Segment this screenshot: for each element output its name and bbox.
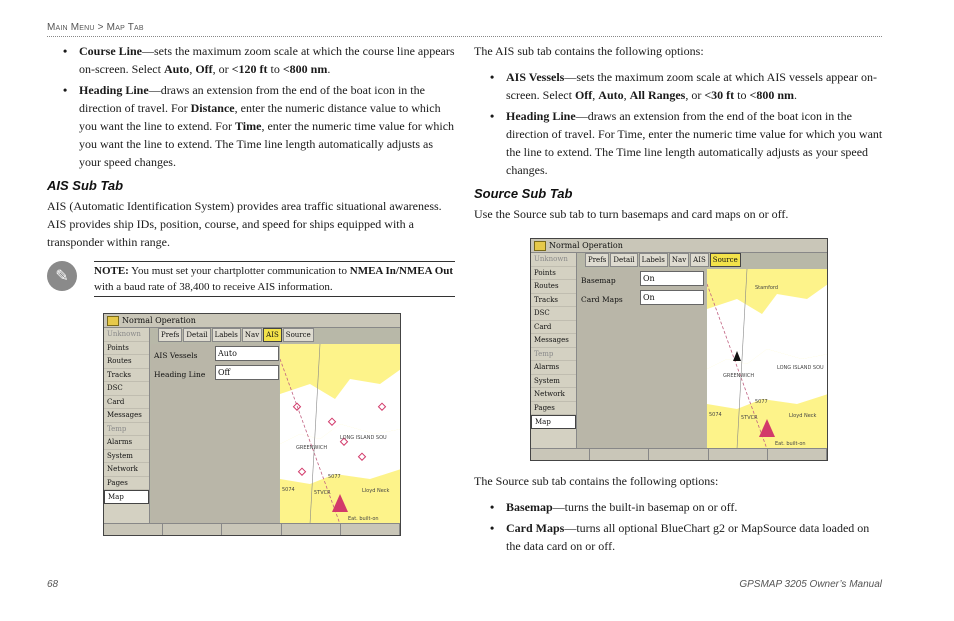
- note-label: NOTE:: [94, 265, 129, 277]
- map-tabs: [585, 253, 741, 267]
- text: , enter the numeric distance value to which you want the line to extend. For: [79, 101, 441, 133]
- heading-line-field[interactable]: Off: [215, 365, 279, 380]
- option: Auto: [598, 88, 624, 102]
- menu-item-tracks[interactable]: Tracks: [531, 294, 576, 308]
- text: , or: [685, 88, 705, 102]
- bullet-ais-vessels: [474, 68, 884, 104]
- menu-item-routes[interactable]: Routes: [104, 355, 149, 369]
- text: ,: [592, 88, 599, 102]
- tab-nav[interactable]: Nav: [669, 253, 689, 267]
- text: , or: [212, 62, 232, 76]
- map-label: 5TVCR: [314, 490, 331, 496]
- options-panel: [578, 269, 706, 449]
- main-menu: [104, 328, 150, 523]
- text: —draws an extension from the end of the boat icon in the direction of travel. For: [79, 83, 425, 115]
- term-ais-vessels: AIS Vessels: [506, 70, 565, 84]
- option: Distance: [190, 101, 235, 115]
- menu-icon: [107, 316, 119, 326]
- term-heading-line: Heading Line: [506, 109, 576, 123]
- source-description: Use the Source sub tab to turn basemaps and card maps on or off.: [474, 207, 789, 221]
- option: <800 nm: [282, 62, 328, 76]
- softkey[interactable]: [768, 449, 827, 460]
- manual-title: GPSMAP 3205 Owner’s Manual: [739, 579, 882, 590]
- map-label: Eat. built-on: [348, 516, 379, 522]
- map-label: LONG ISLAND SOU: [777, 365, 824, 371]
- source-screenshot: [530, 238, 828, 461]
- map-label: 5TVCR: [741, 415, 758, 421]
- source-sub-tab-heading: Source Sub Tab: [474, 186, 573, 201]
- map-label: 5077: [328, 474, 341, 480]
- softkey[interactable]: [341, 524, 400, 535]
- tab-labels[interactable]: Labels: [639, 253, 668, 267]
- ais-options-intro: The AIS sub tab contains the following options:: [474, 44, 704, 58]
- ais-sub-tab-heading: AIS Sub Tab: [47, 178, 124, 193]
- menu-item-card[interactable]: Card: [531, 321, 576, 335]
- menu-item-temp[interactable]: Temp: [104, 423, 149, 437]
- text: —draws an extension from the end of the boat icon in the direction of travel. For Time, enter the numeric time value for which you want the line to extend. The Time line length automatically adjusts as your speed changes.: [506, 109, 883, 177]
- map-label: Lloyd Neck: [362, 488, 390, 494]
- text: .: [794, 88, 798, 102]
- text: ,: [189, 62, 196, 76]
- bullet-card-maps: [474, 519, 884, 555]
- text: ,: [623, 88, 630, 102]
- menu-item-alarms[interactable]: Alarms: [531, 361, 576, 375]
- note-block: [47, 261, 455, 295]
- basemap-label: Basemap: [581, 276, 616, 285]
- breadcrumb: Main Menu > Map Tab: [47, 22, 144, 33]
- softkey[interactable]: [222, 524, 281, 535]
- chart-map[interactable]: [707, 269, 828, 449]
- title-text: Normal Operation: [549, 241, 623, 250]
- menu-item-pages[interactable]: Pages: [104, 477, 149, 491]
- softkey[interactable]: [104, 524, 163, 535]
- text: —turns all optional BlueChart g2 or MapSource data loaded on the data card on or off.: [506, 521, 870, 553]
- map-label: Lloyd Neck: [789, 413, 817, 419]
- softkey[interactable]: [590, 449, 649, 460]
- text: You must set your chartplotter communication to: [128, 265, 350, 277]
- note-pen-icon: ✎: [47, 261, 77, 291]
- softkey[interactable]: [531, 449, 590, 460]
- right-column-lower: [474, 472, 884, 558]
- option: NMEA In/NMEA Out: [349, 265, 454, 277]
- option: <800 nm: [749, 88, 795, 102]
- map-label: 5074: [709, 412, 722, 418]
- menu-item-alarms[interactable]: Alarms: [104, 436, 149, 450]
- menu-item-messages[interactable]: Messages: [104, 409, 149, 423]
- map-label: GREENWICH: [296, 445, 328, 451]
- softkey-bar: [104, 523, 400, 535]
- text: to: [734, 88, 750, 102]
- menu-item-map[interactable]: Map: [531, 415, 576, 429]
- softkey[interactable]: [709, 449, 768, 460]
- bullet-heading-line-ais: [474, 107, 884, 179]
- note-text: [94, 261, 455, 297]
- screen-title: [104, 314, 400, 328]
- text: —sets the maximum zoom scale at which AIS vessels appear on-screen. Select: [506, 70, 877, 102]
- tab-ais[interactable]: AIS: [263, 328, 282, 342]
- option: Time: [234, 119, 262, 133]
- term-basemap: Basemap: [506, 500, 553, 514]
- map-tabs: [158, 328, 314, 342]
- menu-item-network[interactable]: Network: [104, 463, 149, 477]
- option: Off: [574, 88, 593, 102]
- menu-item-points[interactable]: Points: [104, 342, 149, 356]
- tab-source[interactable]: Source: [710, 253, 741, 267]
- text: —sets the maximum zoom scale at which the course line appears on-screen. Select: [79, 44, 455, 76]
- term-course-line: Course Line: [79, 44, 142, 58]
- map-label: 5074: [282, 487, 295, 493]
- ais-screenshot: [103, 313, 401, 536]
- map-label: Stamford: [755, 285, 779, 291]
- tab-source[interactable]: Source: [283, 328, 314, 342]
- options-panel: [151, 344, 279, 524]
- option: <30 ft: [704, 88, 735, 102]
- softkey[interactable]: [163, 524, 222, 535]
- menu-item-tracks[interactable]: Tracks: [104, 369, 149, 383]
- text: .: [327, 62, 331, 76]
- title-text: Normal Operation: [122, 316, 196, 325]
- term-heading-line: Heading Line: [79, 83, 149, 97]
- menu-item-card[interactable]: Card: [104, 396, 149, 410]
- menu-item-map[interactable]: Map: [104, 490, 149, 504]
- source-options-intro: The Source sub tab contains the following options:: [474, 474, 719, 488]
- option: Off: [195, 62, 213, 76]
- screen-title: [531, 239, 827, 253]
- tab-prefs[interactable]: Prefs: [158, 328, 182, 342]
- menu-item-routes[interactable]: Routes: [531, 280, 576, 294]
- menu-item-temp[interactable]: Temp: [531, 348, 576, 362]
- text: with a baud rate of 38,400 to receive AIS information.: [94, 281, 333, 293]
- chart-svg: [707, 269, 828, 449]
- heading-line-label: Heading Line: [154, 370, 206, 379]
- ais-vessels-field[interactable]: Auto: [215, 346, 279, 361]
- map-label: Eat. built-on: [775, 441, 806, 447]
- menu-item-dsc[interactable]: DSC: [531, 307, 576, 321]
- menu-item-unknown[interactable]: Unknown: [531, 253, 576, 267]
- softkey-bar: [531, 448, 827, 460]
- map-label: 5077: [755, 399, 768, 405]
- chart-svg: [280, 344, 401, 524]
- map-label: LONG ISLAND SOU: [340, 435, 387, 441]
- card-maps-field[interactable]: On: [640, 290, 704, 305]
- tab-prefs[interactable]: Prefs: [585, 253, 609, 267]
- boat-icon: [759, 419, 775, 437]
- text: to: [267, 62, 283, 76]
- ais-description: AIS (Automatic Identification System) provides area traffic situational awareness. AIS provides ship IDs, position, course, and speed for ships equipped with a transponder within range.: [47, 199, 442, 249]
- basemap-field[interactable]: On: [640, 271, 704, 286]
- tab-detail[interactable]: Detail: [610, 253, 637, 267]
- menu-item-messages[interactable]: Messages: [531, 334, 576, 348]
- card-maps-label: Card Maps: [581, 295, 623, 304]
- header-rule: [47, 36, 882, 37]
- page-number: 68: [47, 579, 59, 590]
- bullet-basemap: [474, 498, 884, 516]
- option: All Ranges: [629, 88, 686, 102]
- softkey[interactable]: [649, 449, 708, 460]
- menu-item-system[interactable]: System: [104, 450, 149, 464]
- option: Auto: [163, 62, 190, 76]
- boat-icon: [332, 494, 348, 512]
- menu-item-system[interactable]: System: [531, 375, 576, 389]
- term-card-maps: Card Maps: [506, 521, 565, 535]
- softkey[interactable]: [282, 524, 341, 535]
- tab-nav[interactable]: Nav: [242, 328, 262, 342]
- menu-item-unknown[interactable]: Unknown: [104, 328, 149, 342]
- text: , enter the numeric time value for which you want the line to extend. The Time line length automatically adjusts as your speed changes.: [79, 119, 455, 169]
- tab-labels[interactable]: Labels: [212, 328, 241, 342]
- menu-icon: [534, 241, 546, 251]
- map-label: GREENWICH: [723, 373, 755, 379]
- ais-vessels-label: AIS Vessels: [154, 351, 198, 360]
- text: —turns the built-in basemap on or off.: [552, 500, 738, 514]
- menu-item-network[interactable]: Network: [531, 388, 576, 402]
- left-column: [47, 42, 455, 295]
- bullet-course-line: [47, 42, 455, 78]
- tab-ais[interactable]: AIS: [690, 253, 709, 267]
- main-menu: [531, 253, 577, 448]
- menu-item-pages[interactable]: Pages: [531, 402, 576, 416]
- menu-item-points[interactable]: Points: [531, 267, 576, 281]
- tab-detail[interactable]: Detail: [183, 328, 210, 342]
- bullet-heading-line: [47, 81, 455, 171]
- right-column: [474, 42, 884, 226]
- menu-item-dsc[interactable]: DSC: [104, 382, 149, 396]
- option: <120 ft: [231, 62, 268, 76]
- chart-map[interactable]: [280, 344, 401, 524]
